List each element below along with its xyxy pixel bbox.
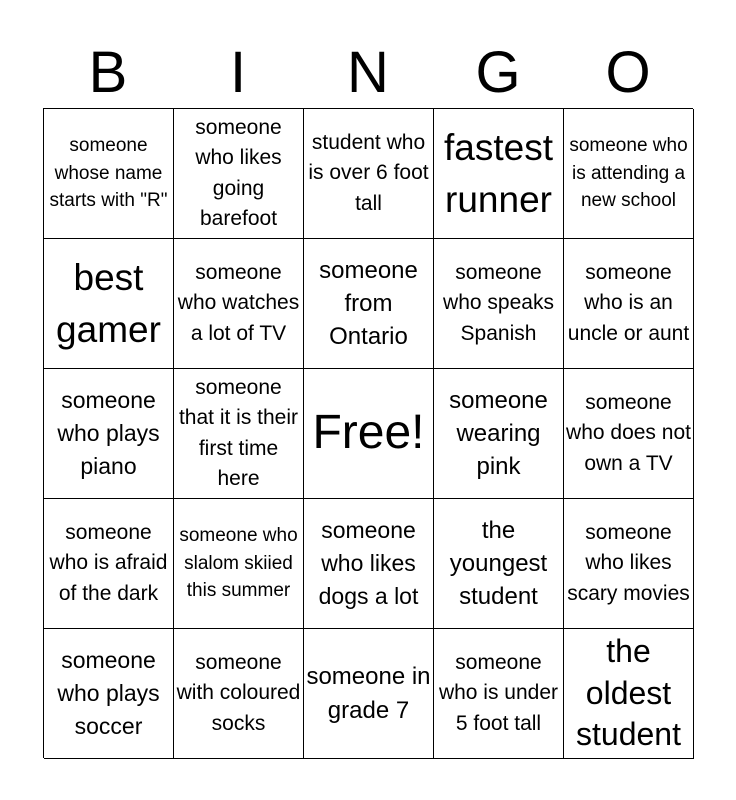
header-letter-b: B [88,40,128,105]
bingo-cell [564,629,694,759]
cell-text: someone who is attending a new school [569,135,688,212]
cell-text: the youngest student [449,516,548,611]
cell-text: someone who likes going barefoot [195,116,282,230]
bingo-cell [564,109,694,239]
bingo-cell [434,499,564,629]
cell-text: someone who likes dogs a lot [318,517,419,609]
cell-text: someone who does not own a TV [566,391,691,475]
cell-text: someone with coloured socks [176,651,301,735]
cell-text: best gamer [56,257,161,350]
cell-text: someone who likes scary movies [567,521,690,605]
free-space-cell [304,369,434,499]
bingo-header [43,38,693,108]
cell-text: someone that it is their first time here [178,376,299,490]
cell-text: someone from Ontario [319,256,418,351]
cell-text: someone who is afraid of the dark [49,521,168,605]
bingo-cell [44,109,174,239]
bingo-cell [304,109,434,239]
bingo-cell [564,369,694,499]
bingo-cell [434,239,564,369]
bingo-cell [304,239,434,369]
bingo-cell [434,629,564,759]
cell-text: someone who slalom skiied this summer [179,525,298,602]
free-space-text: Free! [312,406,425,460]
bingo-cell [304,499,434,629]
bingo-cell [174,369,304,499]
cell-text: someone who watches a lot of TV [177,261,300,345]
bingo-cell [564,499,694,629]
cell-text: someone who plays soccer [57,647,160,739]
bingo-cell [44,369,174,499]
cell-text: someone in grade 7 [306,663,431,724]
bingo-board [43,108,693,758]
bingo-cell [44,629,174,759]
header-letter-g: G [475,40,521,105]
cell-text: fastest runner [444,127,553,220]
header-letter-n: N [347,40,389,105]
cell-text: someone whose name starts with "R" [49,135,168,212]
bingo-cell [434,369,564,499]
header-letter-i: I [229,40,247,105]
bingo-cell [44,239,174,369]
cell-text: someone who speaks Spanish [443,261,554,345]
cell-text: student who is over 6 foot tall [308,131,429,215]
bingo-cell [174,109,304,239]
cell-text: the oldest student [576,633,681,753]
bingo-cell [174,499,304,629]
bingo-cell [434,109,564,239]
header-letter-o: O [605,40,651,105]
bingo-cell [564,239,694,369]
cell-text: someone who is under 5 foot tall [438,651,559,735]
cell-text: someone who plays piano [57,387,160,479]
bingo-cell [174,239,304,369]
cell-text: someone who is an uncle or aunt [567,261,690,345]
bingo-cell [304,629,434,759]
cell-text: someone wearing pink [449,386,548,481]
bingo-cell [44,499,174,629]
bingo-cell [174,629,304,759]
